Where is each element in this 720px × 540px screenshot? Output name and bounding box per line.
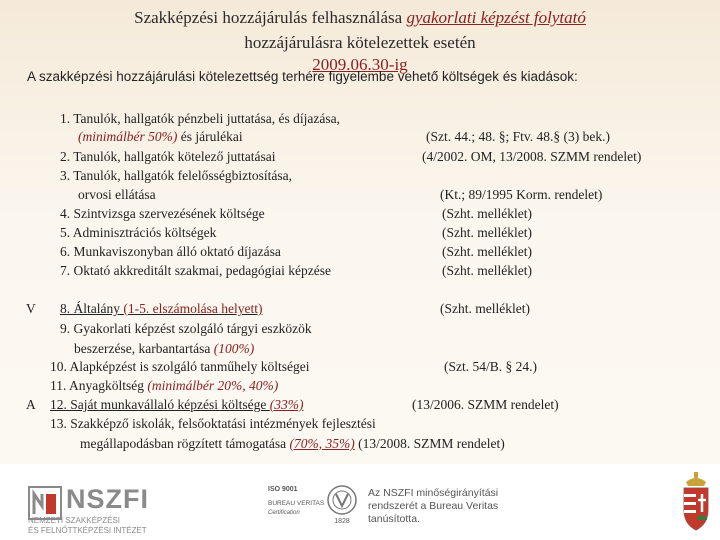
- item-red: (33%): [269, 397, 304, 412]
- item-text: beszerzése, karbantartása: [74, 341, 214, 356]
- list-item: [74, 340, 254, 358]
- page-title: [0, 8, 720, 28]
- item-red: (70%, 35%): [289, 436, 355, 451]
- item-marker: V: [26, 301, 36, 316]
- item-marker: A: [26, 397, 36, 412]
- item-red: (minimálbér 50%): [78, 129, 178, 144]
- list-item: 7. Oktató akkreditált szakmai, pedagógiai képzése: [60, 263, 332, 278]
- item-text: 8. Általány: [60, 301, 124, 316]
- iso-year: 1828: [334, 518, 350, 525]
- logo-sub1: NEMZETI SZAKKÉPZÉSI: [28, 516, 121, 525]
- logo-sub2: ÉS FELNŐTTKÉPZÉSI INTÉZET: [28, 526, 147, 535]
- item-ref: (13/2006. SZMM rendelet): [412, 397, 559, 412]
- list-item: [26, 396, 303, 414]
- bureau-veritas-seal-icon: [326, 482, 358, 526]
- iso-line3: Certification: [268, 510, 300, 516]
- nszfi-logo-icon: [28, 486, 62, 520]
- list-item: 1. Tanulók, hallgatók pénzbeli juttatása, és díjazása,: [60, 111, 340, 126]
- logo-main: NSZFI: [66, 484, 149, 514]
- item-ref: (Szht. melléklet): [440, 301, 530, 316]
- list-item: 2. Tanulók, hallgatók kötelező juttatásai: [60, 149, 276, 164]
- list-item: 6. Munkaviszonyban álló oktató díjazása: [60, 244, 281, 259]
- item-red: (1-5. elszámolása helyett): [123, 301, 263, 316]
- footer: [0, 464, 720, 540]
- list-item: 10. Alapképzést is szolgáló tanműhely költségei: [50, 359, 310, 374]
- iso-line2: BUREAU VERITAS: [268, 500, 325, 507]
- intro-text: A szakképzési hozzájárulási kötelezettség terhére figyelembe vehető költségek és kiadások:: [27, 69, 578, 84]
- title-underlined: gyakorlati képzést folytató: [406, 8, 586, 27]
- item-ref: (Szht. melléklet): [442, 225, 532, 240]
- item-red: (minimálbér 20%, 40%): [147, 378, 279, 393]
- list-item: 3. Tanulók, hallgatók felelősségbiztosítása,: [60, 168, 293, 183]
- title-prefix: Szakképzési hozzájárulás felhasználása: [134, 8, 407, 27]
- list-item: 5. Adminisztrációs költségek: [60, 225, 217, 240]
- item-text: megállapodásban rögzített támogatása: [80, 436, 290, 451]
- certification-text: [368, 487, 608, 526]
- item-ref: (Szt. 54/B. § 24.): [444, 359, 537, 374]
- title-date-text: 2009.06.30-ig: [312, 55, 408, 74]
- list-item: 13. Szakképző iskolák, felsőoktatási intézmények fejlesztési: [50, 416, 376, 431]
- item-ref: (Szht. melléklet): [442, 263, 532, 278]
- list-item: orvosi ellátása: [78, 187, 156, 202]
- coat-of-arms-icon: [680, 472, 712, 534]
- cert-line2: rendszerét a Bureau Veritas: [368, 500, 499, 512]
- title-line2: hozzájárulásra kötelezettek esetén: [244, 33, 476, 52]
- cert-line1: Az NSZFI minőségirányítási: [368, 487, 499, 499]
- list-item: [50, 377, 278, 395]
- item-red: (100%): [213, 341, 255, 356]
- iso-certificate-badge: [268, 482, 358, 532]
- item-ref: (4/2002. OM, 13/2008. SZMM rendelet): [422, 149, 642, 164]
- list-item: [78, 128, 243, 146]
- item-ref: (Szht. melléklet): [442, 206, 532, 221]
- item-ref: (Szht. melléklet): [442, 244, 532, 259]
- cert-line3: tanúsította.: [368, 513, 420, 525]
- item-text: és járulékai: [177, 129, 243, 144]
- list-item: [80, 435, 505, 453]
- iso-line1: ISO 9001: [268, 486, 298, 493]
- list-item: 4. Szintvizsga szervezésének költsége: [60, 206, 265, 221]
- item-ref: (Szt. 44.; 48. §; Ftv. 48.§ (3) bek.): [426, 129, 610, 144]
- item-text: 12. Saját munkavállaló képzési költsége: [50, 397, 270, 412]
- list-item: 9. Gyakorlati képzést szolgáló tárgyi eszközök: [60, 321, 312, 336]
- item-ref: (13/2008. SZMM rendelet): [354, 436, 505, 451]
- item-ref: (Kt.; 89/1995 Korm. rendelet): [440, 187, 603, 202]
- item-text: 11. Anyagköltség: [50, 378, 148, 393]
- list-item: [26, 300, 262, 318]
